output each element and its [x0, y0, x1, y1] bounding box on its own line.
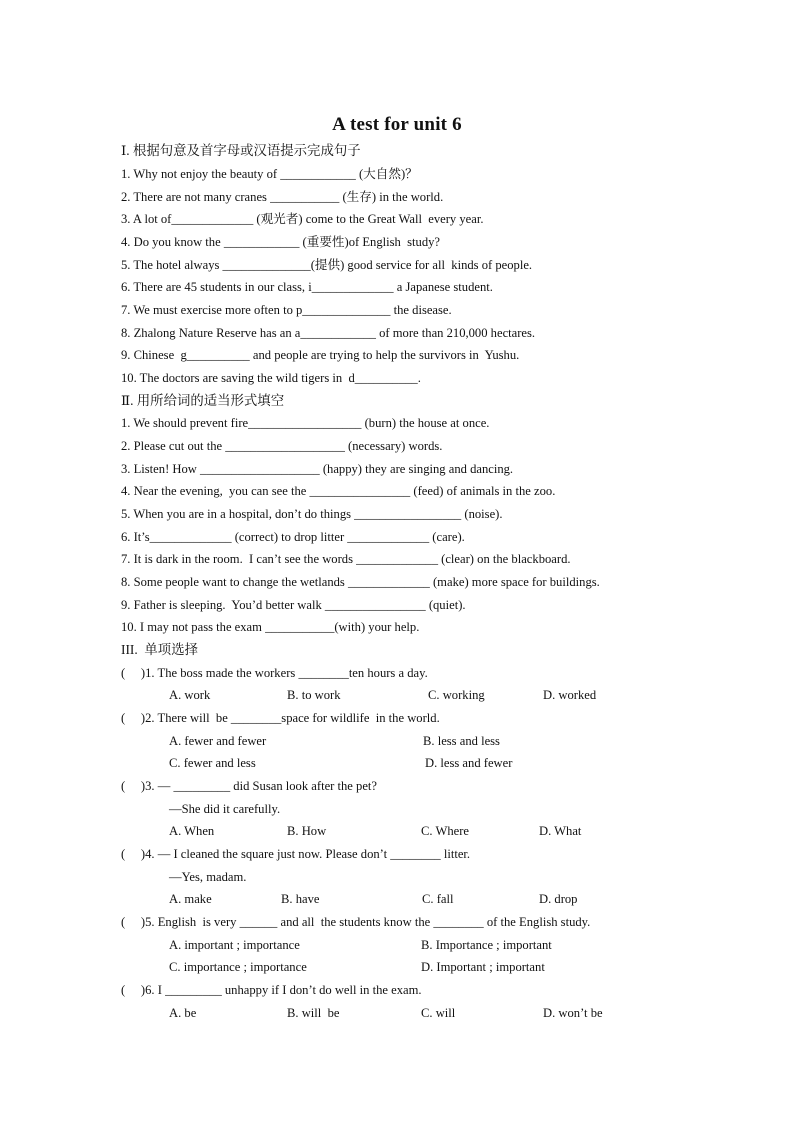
section2-item-10: 10. I may not pass the exam ___________(with) your help.	[121, 620, 420, 634]
question-4-stem: ( )4. — I cleaned the square just now. Please don’t ________ litter.	[121, 847, 471, 861]
question-1-option-c: C. working	[428, 688, 485, 702]
question-1-option-b: B. to work	[287, 688, 341, 702]
section3-heading: III. 单项选择	[121, 642, 198, 657]
question-4-reply: —Yes, madam.	[169, 870, 247, 884]
question-2-stem: ( )2. There will be ________space for wildlife in the world.	[121, 711, 440, 725]
question-2-option-b: B. less and less	[423, 734, 500, 748]
section1-item-10: 10. The doctors are saving the wild tigers in d__________.	[121, 371, 421, 385]
question-5-option-d: D. Important ; important	[421, 960, 545, 974]
page-title: A test for unit 6	[332, 114, 462, 135]
question-3-stem: ( )3. — _________ did Susan look after the pet?	[121, 779, 378, 793]
question-6-stem: ( )6. I _________ unhappy if I don’t do well in the exam.	[121, 983, 422, 997]
question-3-option-d: D. What	[539, 824, 582, 838]
section1-item-3: 3. A lot of_____________ (观光者) come to the Great Wall every year.	[121, 212, 484, 226]
section2-item-5: 5. When you are in a hospital, don’t do things _________________ (noise).	[121, 507, 503, 521]
question-4-option-c: C. fall	[422, 892, 454, 906]
question-4-option-b: B. have	[281, 892, 320, 906]
question-6-option-d: D. won’t be	[543, 1006, 603, 1020]
section1-item-2: 2. There are not many cranes ___________ (生存) in the world.	[121, 190, 444, 204]
section1-heading: Ⅰ. 根据句意及首字母或汉语提示完成句子	[121, 143, 361, 158]
section2-item-3: 3. Listen! How ___________________ (happy) they are singing and dancing.	[121, 462, 514, 476]
question-2-option-a: A. fewer and fewer	[169, 734, 267, 748]
question-2-option-c: C. fewer and less	[169, 756, 256, 770]
question-1-stem: ( )1. The boss made the workers ________ten hours a day.	[121, 666, 428, 680]
question-6-option-b: B. will be	[287, 1006, 340, 1020]
section2-item-6: 6. It’s_____________ (correct) to drop litter _____________ (care).	[121, 530, 465, 544]
question-3-reply: —She did it carefully.	[169, 802, 281, 816]
section2-item-1: 1. We should prevent fire__________________ (burn) the house at once.	[121, 416, 490, 430]
question-3-option-a: A. When	[169, 824, 215, 838]
question-1-option-a: A. work	[169, 688, 211, 702]
question-6-option-a: A. be	[169, 1006, 197, 1020]
section1-item-6: 6. There are 45 students in our class, i_____________ a Japanese student.	[121, 280, 493, 294]
section2-item-8: 8. Some people want to change the wetlands _____________ (make) more space for buildings.	[121, 575, 600, 589]
section1-item-4: 4. Do you know the ____________ (重要性)of English study?	[121, 235, 441, 249]
section2-item-9: 9. Father is sleeping. You’d better walk ________________ (quiet).	[121, 598, 466, 612]
section1-item-1: 1. Why not enjoy the beauty of ____________ (大自然)？	[121, 167, 418, 181]
question-4-option-a: A. make	[169, 892, 212, 906]
question-4-option-d: D. drop	[539, 892, 578, 906]
question-3-option-c: C. Where	[421, 824, 470, 838]
section2-item-4: 4. Near the evening, you can see the ________________ (feed) of animals in the zoo.	[121, 484, 556, 498]
section2-item-2: 2. Please cut out the ___________________ (necessary) words.	[121, 439, 443, 453]
section1-item-7: 7. We must exercise more often to p______________ the disease.	[121, 303, 452, 317]
section2-heading: Ⅱ. 用所给词的适当形式填空	[121, 393, 285, 408]
question-5-option-c: C. importance ; importance	[169, 960, 307, 974]
question-5-option-b: B. Importance ; important	[421, 938, 552, 952]
question-5-option-a: A. important ; importance	[169, 938, 300, 952]
question-2-option-d: D. less and fewer	[425, 756, 513, 770]
section1-item-9: 9. Chinese g__________ and people are trying to help the survivors in Yushu.	[121, 348, 520, 362]
question-3-option-b: B. How	[287, 824, 327, 838]
question-1-option-d: D. worked	[543, 688, 597, 702]
section2-item-7: 7. It is dark in the room. I can’t see the words _____________ (clear) on the blackboard.	[121, 552, 571, 566]
section1-item-5: 5. The hotel always ______________(提供) good service for all kinds of people.	[121, 258, 533, 272]
question-5-stem: ( )5. English is very ______ and all the students know the ________ of the English study.	[121, 915, 591, 929]
question-6-option-c: C. will	[421, 1006, 456, 1020]
section1-item-8: 8. Zhalong Nature Reserve has an a____________ of more than 210,000 hectares.	[121, 326, 536, 340]
